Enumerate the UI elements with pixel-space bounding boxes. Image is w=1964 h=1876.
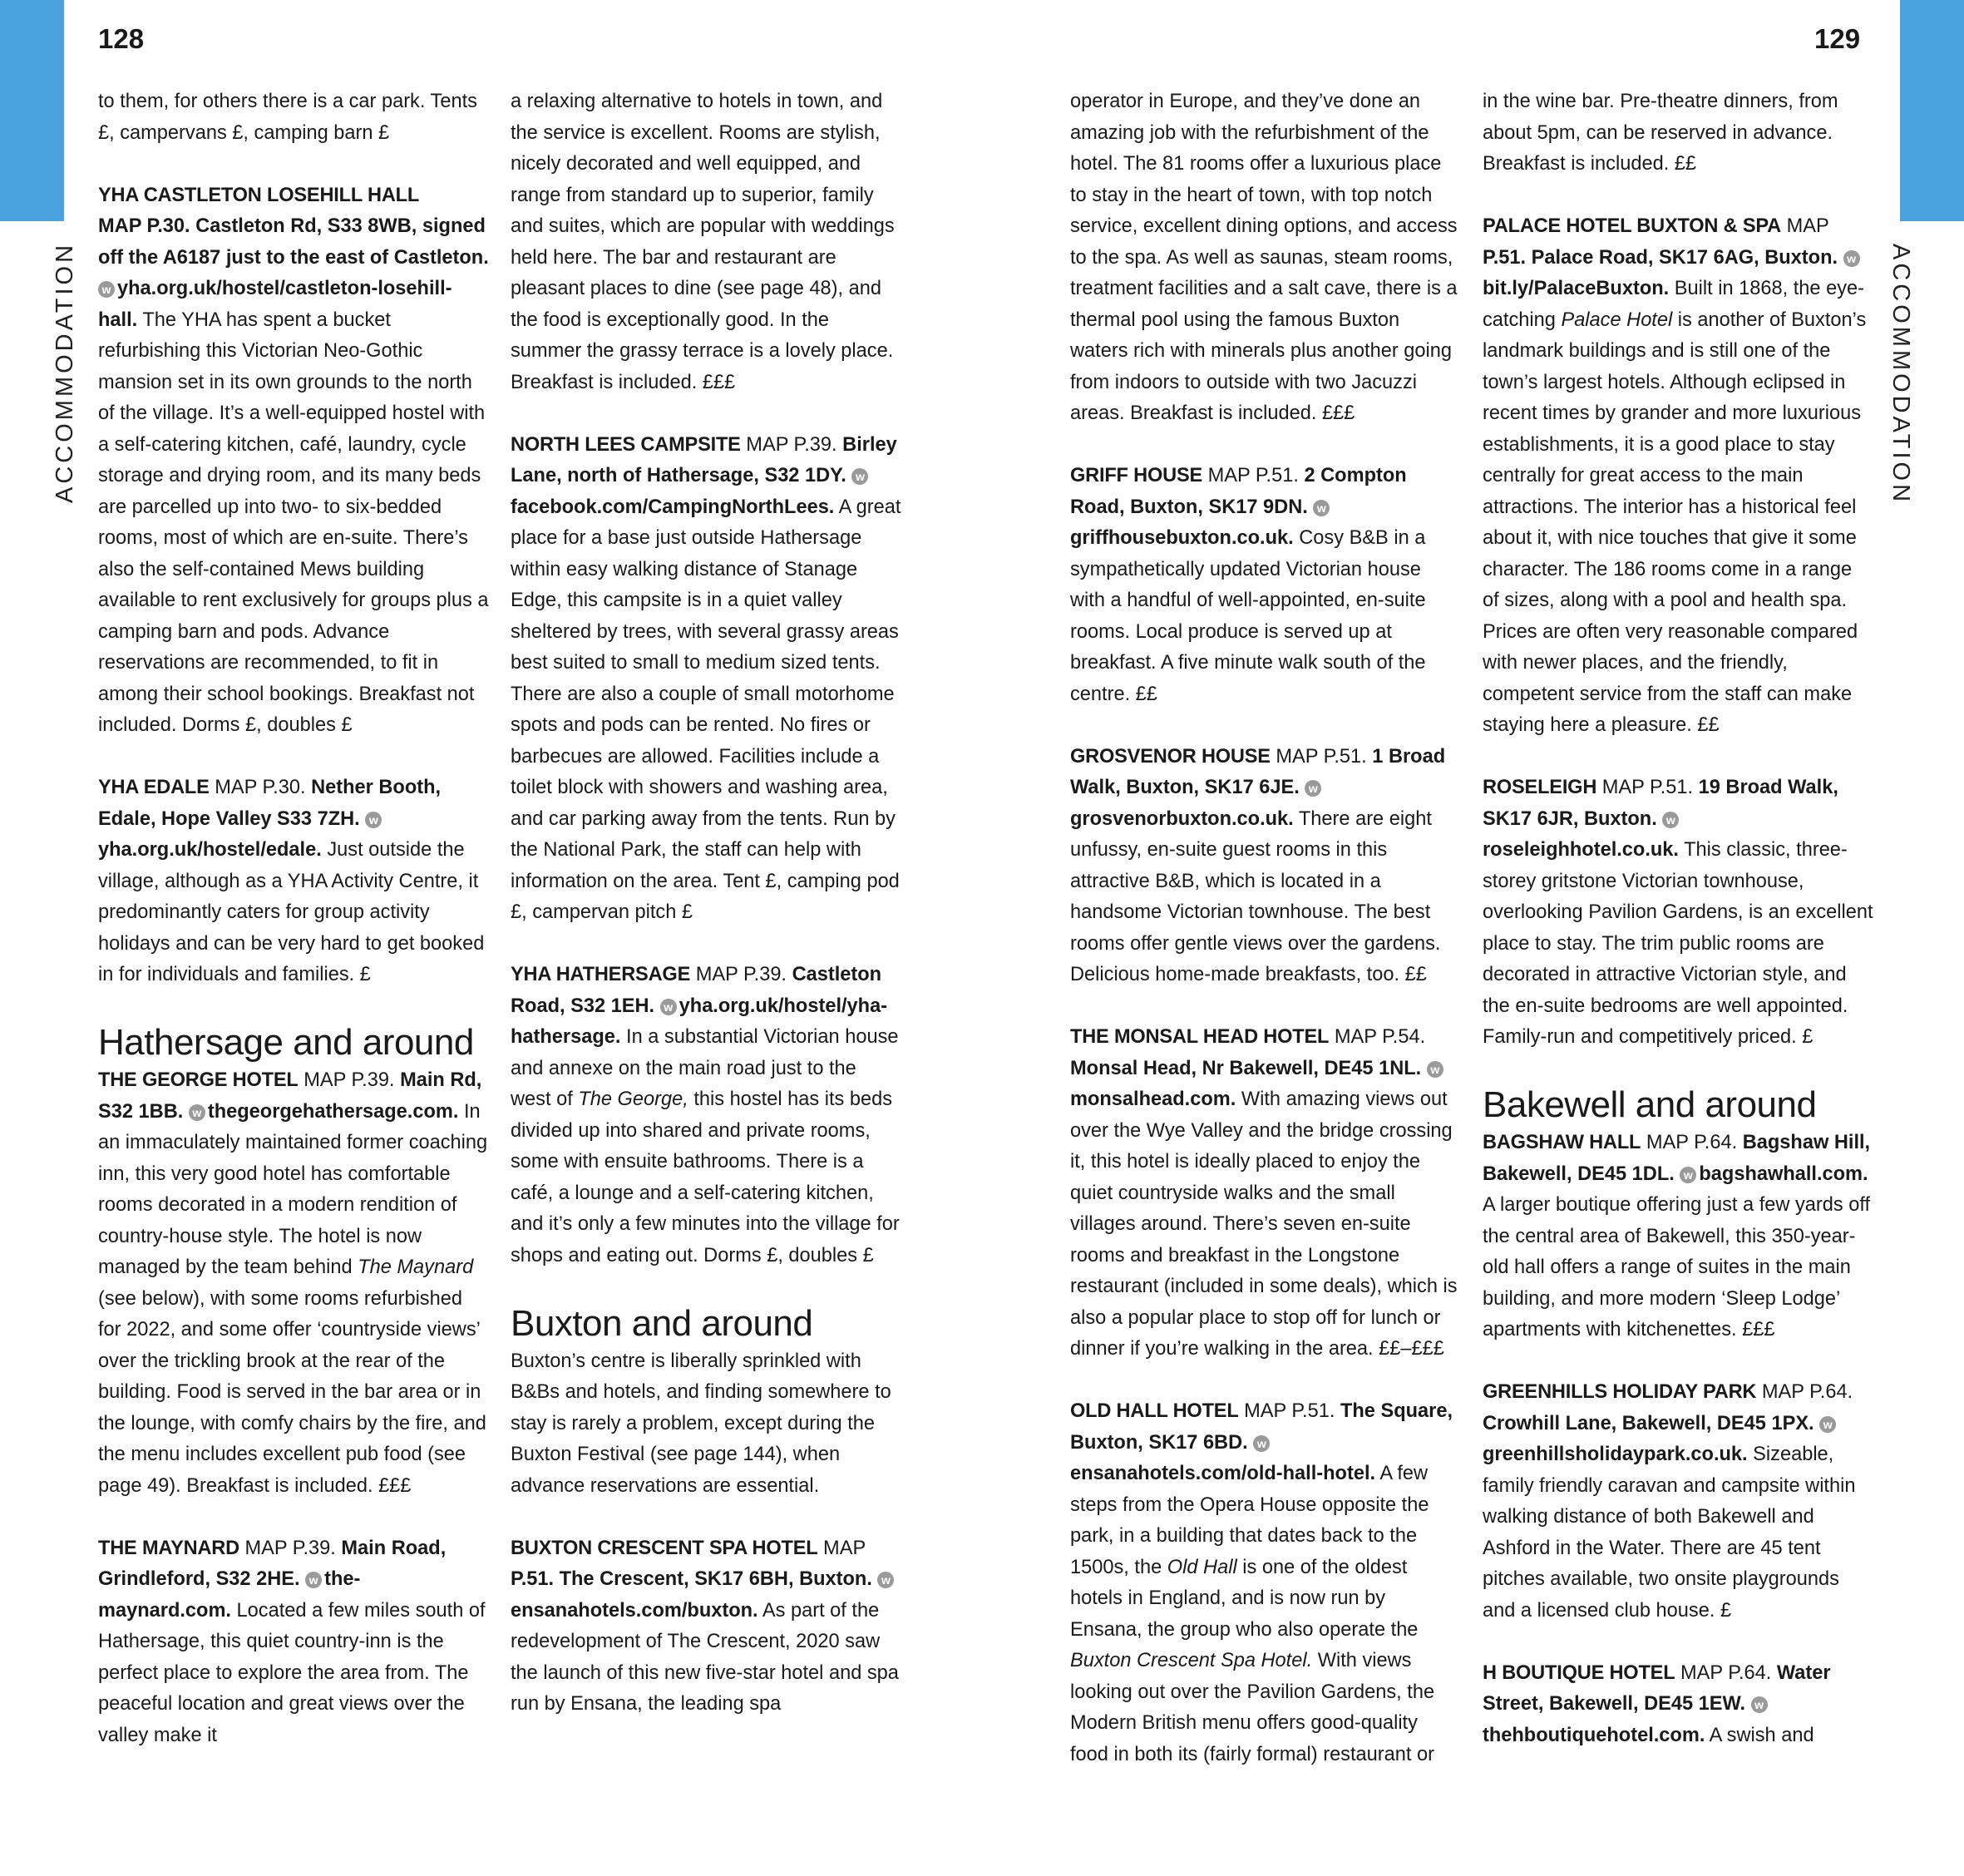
listing-italic: Palace Hotel: [1561, 309, 1673, 331]
listing-name: BUXTON CRESCENT SPA HOTEL: [511, 1537, 818, 1559]
listing-text: In an immaculately maintained former coaching inn, this very good hotel has comfortable rooms decorated in a modern rendition of country-house style. The hotel is now managed by the team behind: [98, 1100, 488, 1278]
web-icon: w: [189, 1104, 205, 1121]
section-label-left: ACCOMMODATION: [52, 241, 78, 503]
listing-details: Crowhill Lane, Bakewell, DE45 1PX.: [1483, 1412, 1814, 1434]
listing-details: Castleton Road, S32 1EH.: [511, 964, 882, 1017]
listing-map: MAP P.54.: [1334, 1026, 1426, 1048]
listing-map: MAP P.39.: [244, 1537, 336, 1559]
web-icon: w: [1313, 500, 1330, 516]
listing-name: GROSVENOR HOUSE: [1070, 745, 1271, 768]
listing-buxton-crescent: [511, 1533, 901, 1720]
listing-text: With views looking out over the Pavilion Gardens, the Modern British menu offers good-quality food in both its (fairly formal) restaurant or: [1070, 1650, 1435, 1765]
listing-text: With amazing views out over the Wye Valley and the bridge crossing it, this hotel is ideally placed to enjoy the quiet countryside walks and the small villages around. There’s seven en-suite rooms and breakfast in the Longstone restaurant (included in some deals), which is also a popular place to stop off for lunch or dinner if you’re walking in the area. ££–£££: [1070, 1089, 1458, 1360]
listing-map: MAP P.51.: [1276, 745, 1367, 768]
listing-name: OLD HALL HOTEL: [1070, 1400, 1239, 1422]
listing-h-boutique: [1483, 1658, 1873, 1752]
listing-website[interactable]: grosvenorbuxton.co.uk.: [1070, 807, 1294, 830]
listing-name: THE MONSAL HEAD HOTEL: [1070, 1026, 1330, 1048]
listing-website[interactable]: yha.org.uk/hostel/castleton-losehill-hall.: [98, 278, 452, 331]
column-1: [98, 86, 489, 1783]
listing-name: THE MAYNARD: [98, 1537, 239, 1559]
listing-name: BAGSHAW HALL: [1483, 1132, 1641, 1153]
listing-details: 2 Compton Road, Buxton, SK17 9DN.: [1070, 465, 1407, 518]
carry-over-text: operator in Europe, and they’ve done an amazing job with the refurbishment of the hotel. The 81 rooms offer a luxurious place to stay in the heart of town, with top notch service, excellent dining options, and access to the spa. As well as saunas, steam rooms, treatment facilities and a salt cave, there is a thermal pool using the famous Buxton waters rich with minerals plus another going from indoors to outside with two Jacuzzi areas. Breakfast is included. £££: [1070, 91, 1458, 424]
listing-website[interactable]: ensanahotels.com/buxton.: [511, 1599, 758, 1622]
listing-name: ROSELEIGH: [1483, 777, 1597, 798]
listing-yha-castleton: [98, 180, 489, 742]
listing-map: MAP P.30.: [215, 777, 306, 798]
listing-website[interactable]: bit.ly/PalaceBuxton.: [1483, 278, 1670, 299]
section-label-right: ACCOMMODATION: [1888, 244, 1914, 506]
listing-details: Bagshaw Hill, Bakewell, DE45 1DL.: [1483, 1132, 1871, 1185]
listing-website[interactable]: griffhousebuxton.co.uk.: [1070, 527, 1294, 549]
section-tab-right: [1900, 0, 1964, 221]
web-icon: w: [1843, 250, 1860, 267]
listing-text: A swish and: [1709, 1724, 1814, 1746]
listing-greenhills: [1483, 1377, 1873, 1627]
column-3: [1070, 86, 1461, 1802]
web-icon: w: [365, 812, 382, 828]
listing-details: Main Rd, S32 1BB.: [98, 1069, 482, 1123]
carry-over-text: in the wine bar. Pre-theatre dinners, from about 5pm, can be reserved in advance. Breakfast is included. ££: [1483, 91, 1838, 175]
web-icon: w: [1819, 1416, 1836, 1433]
page-number-right: 129: [1814, 23, 1861, 54]
listing-text: This classic, three-storey gritstone Victorian townhouse, overlooking Pavilion Gardens, is an excellent place to stay. The trim public rooms are decorated in attractive Victorian style, and the en-suite bedrooms are well appointed. Family-run and competitively priced. £: [1483, 839, 1873, 1048]
listing-monsal-head: [1070, 1022, 1461, 1365]
listing-italic: The Maynard: [358, 1256, 474, 1278]
listing-map: MAP P.64.: [1680, 1661, 1772, 1684]
listing-details: MAP P.30. Castleton Rd, S33 8WB, signed off the A6187 just to the east of Castleton.: [98, 215, 489, 269]
listing-website[interactable]: thehboutiquehotel.com.: [1483, 1724, 1705, 1746]
listing-details: The Square, Buxton, SK17 6BD.: [1070, 1400, 1453, 1454]
web-icon: w: [1305, 780, 1321, 797]
listing-italic: Old Hall: [1167, 1556, 1237, 1578]
listing-griff-house: [1070, 461, 1461, 710]
listing-map: MAP P.39.: [746, 433, 837, 456]
web-icon: w: [1427, 1061, 1443, 1078]
listing-map: MAP: [823, 1537, 866, 1559]
listing-name: PALACE HOTEL BUXTON & SPA: [1483, 215, 1781, 237]
listing-details: Birley Lane, north of Hathersage, S32 1DY.: [511, 433, 897, 486]
web-icon: w: [851, 468, 868, 485]
listing-website[interactable]: bagshawhall.com.: [1699, 1163, 1868, 1185]
listing-text: A great place for a base just outside Hathersage within easy walking distance of Stanage Edge, this campsite is in a quiet valley sheltered by trees, with several grassy areas best suited to small to medium sized tents. There are also a couple of small motorhome spots and pods can be rented. No fires or barbecues are allowed. Facilities include a toilet block with showers and washing area, and car parking away from the tents. Run by the National Park, the staff can help with information on the area. Tent £, camping pod £, campervan pitch £: [511, 496, 901, 923]
column-4: [1483, 86, 1873, 1783]
region-intro: Buxton’s centre is liberally sprinkled with B&Bs and hotels, and finding somewhere to stay is rarely a problem, except during the Buxton Festival (see page 144), when advance reservations are essential.: [511, 1350, 891, 1497]
listing-map: MAP P.39.: [303, 1069, 395, 1091]
region-heading-bakewell: Bakewell and around: [1483, 1084, 1817, 1125]
web-icon: w: [1662, 812, 1679, 828]
listing-name: H BOUTIQUE HOTEL: [1483, 1661, 1675, 1684]
listing-name: THE GEORGE HOTEL: [98, 1069, 299, 1091]
listing-details: P.51. The Crescent, SK17 6BH, Buxton.: [511, 1568, 872, 1590]
listing-details: P.51. Palace Road, SK17 6AG, Buxton.: [1483, 246, 1838, 269]
listing-name: YHA CASTLETON LOSEHILL HALL: [98, 184, 420, 206]
listing-text: (see below), with some rooms refurbished for 2022, and some offer ‘countryside views’ over the trickling brook at the rear of the building. Food is served in the bar area or in the lounge, with comfy chairs by the fire, and the menu includes excellent pub food (see page 49). Breakfast is included. £££: [98, 1287, 486, 1497]
listing-text: Cosy B&B in a sympathetically updated Victorian house with a handful of well-appointed, en-suite rooms. Local produce is served up at breakfast. A five minute walk south of the centre. ££: [1070, 527, 1426, 705]
listing-name: GREENHILLS HOLIDAY PARK: [1483, 1381, 1757, 1403]
listing-text: Just outside the village, although as a YHA Activity Centre, it predominantly caters for group activity holidays and can be very hard to get booked in for individuals and families. £: [98, 839, 485, 985]
listing-website[interactable]: the-maynard.com.: [98, 1568, 361, 1622]
web-icon: w: [305, 1572, 322, 1588]
listing-italic: Buxton Crescent Spa Hotel.: [1070, 1650, 1313, 1671]
listing-details: 19 Broad Walk, SK17 6JR, Buxton.: [1483, 777, 1838, 830]
listing-name: YHA HATHERSAGE: [511, 964, 691, 985]
web-icon: w: [98, 281, 115, 298]
listing-yha-hathersage: [511, 960, 901, 1271]
listing-text: Built in 1868, the eye-catching: [1483, 278, 1864, 331]
column-2: [511, 86, 901, 1751]
listing-text: As part of the redevelopment of The Crescent, 2020 saw the launch of this new five-star hotel and spa run by Ensana, the leading spa: [511, 1599, 899, 1715]
web-icon: w: [1680, 1167, 1696, 1183]
listing-name: YHA EDALE: [98, 777, 210, 798]
listing-roseleigh: [1483, 773, 1873, 1054]
listing-website[interactable]: monsalhead.com.: [1070, 1089, 1236, 1110]
listing-text: A larger boutique offering just a few yards off the central area of Bakewell, this 350-year-old hall offers a range of suites in the main building, and more modern ‘Sleep Lodge’ apartments with kitchenettes. £££: [1483, 1194, 1871, 1340]
listing-old-hall: [1070, 1396, 1461, 1770]
listing-map: MAP P.51.: [1601, 777, 1694, 798]
listing-the-maynard: [98, 1533, 489, 1752]
web-icon: w: [877, 1572, 894, 1588]
page-number-left: 128: [98, 23, 145, 54]
listing-grosvenor-house: [1070, 742, 1461, 991]
listing-text: The YHA has spent a bucket refurbishing this Victorian Neo-Gothic mansion set in its own grounds to the north of the village. It’s a well-equipped hostel with a self-catering kitchen, café, laundry, cycle storage and drying room, and its many beds are parcelled up into two- to six-bedded rooms, most of which are en-suite. There’s also the self-contained Mews building available to rent exclusively for groups plus a camping barn and pods. Advance reservations are recommended, to fit in among their school bookings. Breakfast not included. Dorms £, doubles £: [98, 309, 489, 736]
listing-website[interactable]: greenhillsholidaypark.co.uk.: [1483, 1444, 1748, 1465]
web-icon: w: [1253, 1435, 1270, 1452]
listing-text: Sizeable, family friendly caravan and campsite within walking distance of both Bakewell and Ashford in the Water. There are 45 tent pitches available, two onsite playgrounds and a licensed club house. £: [1483, 1444, 1856, 1622]
listing-name: GRIFF HOUSE: [1070, 465, 1203, 486]
web-icon: w: [1751, 1696, 1768, 1713]
listing-palace-hotel: [1483, 211, 1873, 742]
listing-text: There are eight unfussy, en-suite guest rooms in this attractive B&B, which is located in a handsome Victorian townhouse. The best rooms offer gentle views over the gardens. Delicious home-made breakfasts, too. ££: [1070, 807, 1441, 985]
region-heading-hathersage: Hathersage and around: [98, 1022, 474, 1063]
listing-website[interactable]: roseleighhotel.co.uk.: [1483, 839, 1679, 861]
carry-over-text: a relaxing alternative to hotels in town, and the service is excellent. Rooms are stylish, nicely decorated and well equipped, and range from standard up to superior, family and suites, which are popular with weddings held here. The bar and restaurant are pleasant places to dine (see page 48), and the food is exceptionally good. In the summer the grassy terrace is a lovely place. Breakfast is included. £££: [511, 91, 895, 393]
listing-website[interactable]: yha.org.uk/hostel/edale.: [98, 839, 322, 861]
listing-george-hotel: [98, 1065, 489, 1502]
listing-name: NORTH LEES CAMPSITE: [511, 433, 741, 456]
listing-map: MAP P.39.: [695, 964, 787, 985]
listing-details: 1 Broad Walk, Buxton, SK17 6JE.: [1070, 745, 1446, 798]
listing-text: Located a few miles south of Hathersage, this quiet country-inn is the perfect place to explore the area from. The peaceful location and great views over the valley make it: [98, 1599, 486, 1746]
listing-website[interactable]: facebook.com/CampingNorthLees.: [511, 496, 835, 518]
listing-details: Water Street, Bakewell, DE45 1EW.: [1483, 1661, 1831, 1715]
listing-text: is one of the oldest hotels in England, and is now run by Ensana, the group who also operate the: [1070, 1556, 1419, 1641]
listing-italic: The George,: [578, 1089, 688, 1110]
listing-yha-edale: [98, 773, 489, 991]
listing-map: MAP P.64.: [1761, 1381, 1853, 1403]
listing-text: In a substantial Victorian house and annexe on the main road just to the west of: [511, 1026, 899, 1110]
listing-text: this hostel has its beds divided up into shared and private rooms, some with ensuite bathrooms. There is a café, a lounge and a self-catering kitchen, and it’s only a few minutes into the village for shops and eating out. Dorms £, doubles £: [511, 1089, 900, 1266]
listing-text: is another of Buxton’s landmark buildings and is still one of the town’s largest hotels. Although eclipsed in recent times by grander and more luxurious establishments, it is a good place to stay centrally for great access to the main attractions. The interior has a historical feel about it, with nice touches that give it some character. The 186 rooms come in a range of sizes, along with a pool and health spa. Prices are often very reasonable compared with newer places, and the friendly, competent service from the staff can make staying here a pleasure. ££: [1483, 309, 1867, 736]
section-tab-left: [0, 0, 64, 221]
listing-details: Main Road, Grindleford, S32 2HE.: [98, 1537, 447, 1590]
listing-details: Nether Booth, Edale, Hope Valley S33 7ZH.: [98, 777, 442, 830]
region-heading-buxton: Buxton and around: [511, 1302, 813, 1344]
listing-map: MAP: [1786, 215, 1829, 237]
web-icon: w: [660, 999, 677, 1015]
listing-website[interactable]: yha.org.uk/hostel/yha-hathersage.: [511, 995, 888, 1048]
listing-details: Monsal Head, Nr Bakewell, DE45 1NL.: [1070, 1057, 1422, 1079]
listing-text: A few steps from the Opera House opposite the park, in a building that dates back to the 1500s, the: [1070, 1463, 1429, 1578]
listing-website[interactable]: ensanahotels.com/old-hall-hotel.: [1070, 1463, 1376, 1484]
listing-map: MAP P.64.: [1646, 1132, 1738, 1153]
listing-north-lees: [511, 430, 901, 929]
listing-bagshaw-hall: [1483, 1128, 1873, 1346]
listing-map: MAP P.51.: [1207, 465, 1299, 486]
listing-website[interactable]: thegeorgehathersage.com.: [207, 1100, 459, 1123]
listing-map: MAP P.51.: [1244, 1400, 1335, 1422]
carry-over-text: to them, for others there is a car park. Tents £, campervans £, camping barn £: [98, 91, 477, 144]
